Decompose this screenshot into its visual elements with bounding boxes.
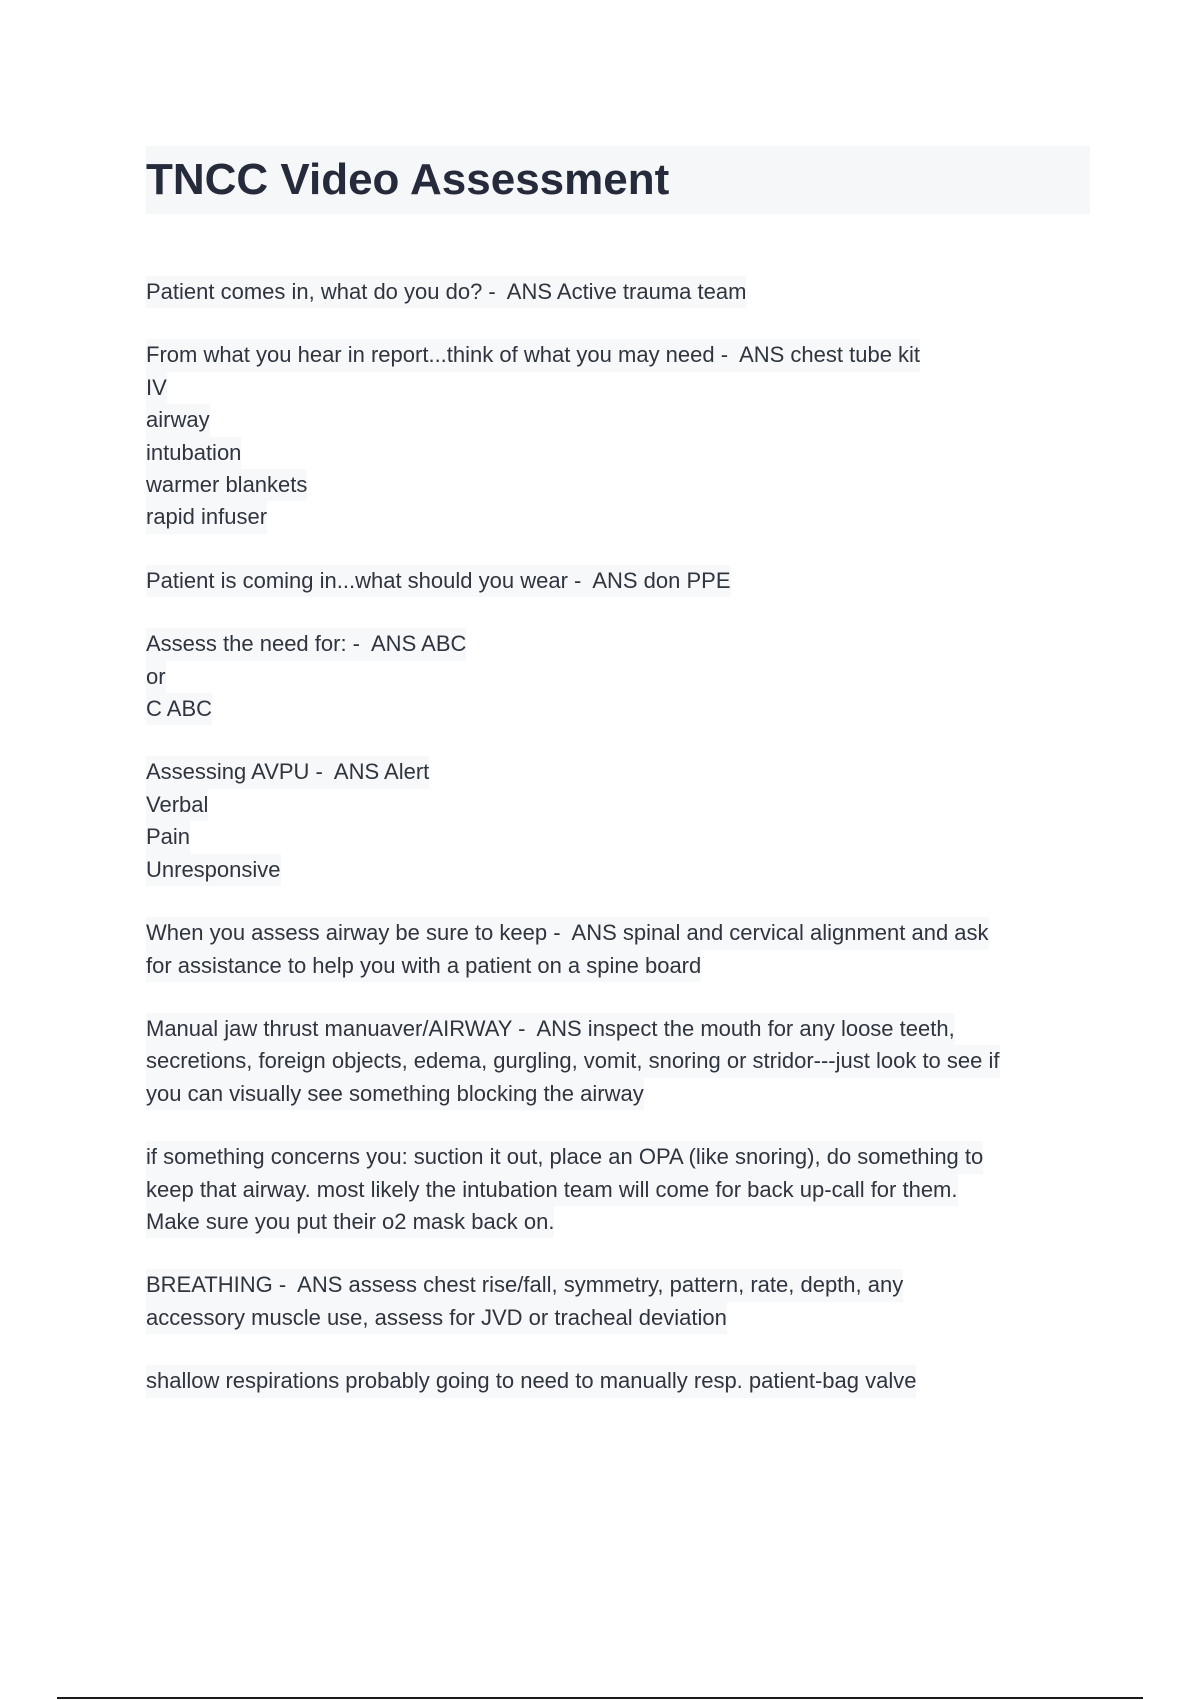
qa-item [146, 628, 1090, 725]
qa-line: When you assess airway be sure to keep - ANS spinal and cervical alignment and ask [146, 917, 989, 949]
qa-item [146, 917, 1090, 982]
qa-line: accessory muscle use, assess for JVD or tracheal deviation [146, 1302, 727, 1334]
qa-line: secretions, foreign objects, edema, gurgling, vomit, snoring or stridor---just look to see if [146, 1045, 1000, 1077]
qa-line: Patient comes in, what do you do? - ANS Active trauma team [146, 276, 746, 308]
qa-line: Make sure you put their o2 mask back on. [146, 1206, 554, 1238]
qa-line: Assessing AVPU - ANS Alert [146, 756, 429, 788]
qa-line: Verbal [146, 789, 208, 821]
qa-list [146, 276, 1090, 1398]
qa-item [146, 756, 1090, 886]
qa-item [146, 1269, 1090, 1334]
qa-line: BREATHING - ANS assess chest rise/fall, symmetry, pattern, rate, depth, any [146, 1269, 903, 1301]
qa-item [146, 1365, 1090, 1397]
qa-line: intubation [146, 437, 241, 469]
qa-line: IV [146, 372, 167, 404]
qa-line: Assess the need for: - ANS ABC [146, 628, 466, 660]
document-title: TNCC Video Assessment [146, 155, 670, 204]
qa-line: airway [146, 404, 210, 436]
qa-line: From what you hear in report...think of what you may need - ANS chest tube kit [146, 339, 920, 371]
qa-line: if something concerns you: suction it out, place an OPA (like snoring), do something to [146, 1141, 983, 1173]
footer-rule [57, 1697, 1143, 1699]
qa-line: for assistance to help you with a patient on a spine board [146, 950, 701, 982]
document-page [146, 146, 1090, 1429]
qa-line: Patient is coming in...what should you wear - ANS don PPE [146, 565, 731, 597]
qa-item [146, 276, 1090, 308]
qa-line: Pain [146, 821, 190, 853]
title-band [146, 146, 1090, 214]
qa-item [146, 1013, 1090, 1110]
qa-line: keep that airway. most likely the intubation team will come for back up-call for them. [146, 1174, 958, 1206]
qa-line: rapid infuser [146, 501, 267, 533]
qa-line: shallow respirations probably going to need to manually resp. patient-bag valve [146, 1365, 916, 1397]
qa-item [146, 565, 1090, 597]
qa-line: C ABC [146, 693, 212, 725]
qa-item [146, 339, 1090, 533]
qa-line: warmer blankets [146, 469, 307, 501]
qa-line: Manual jaw thrust manuaver/AIRWAY - ANS inspect the mouth for any loose teeth, [146, 1013, 955, 1045]
qa-line: or [146, 661, 166, 693]
qa-item [146, 1141, 1090, 1238]
qa-line: Unresponsive [146, 854, 281, 886]
qa-line: you can visually see something blocking the airway [146, 1078, 644, 1110]
